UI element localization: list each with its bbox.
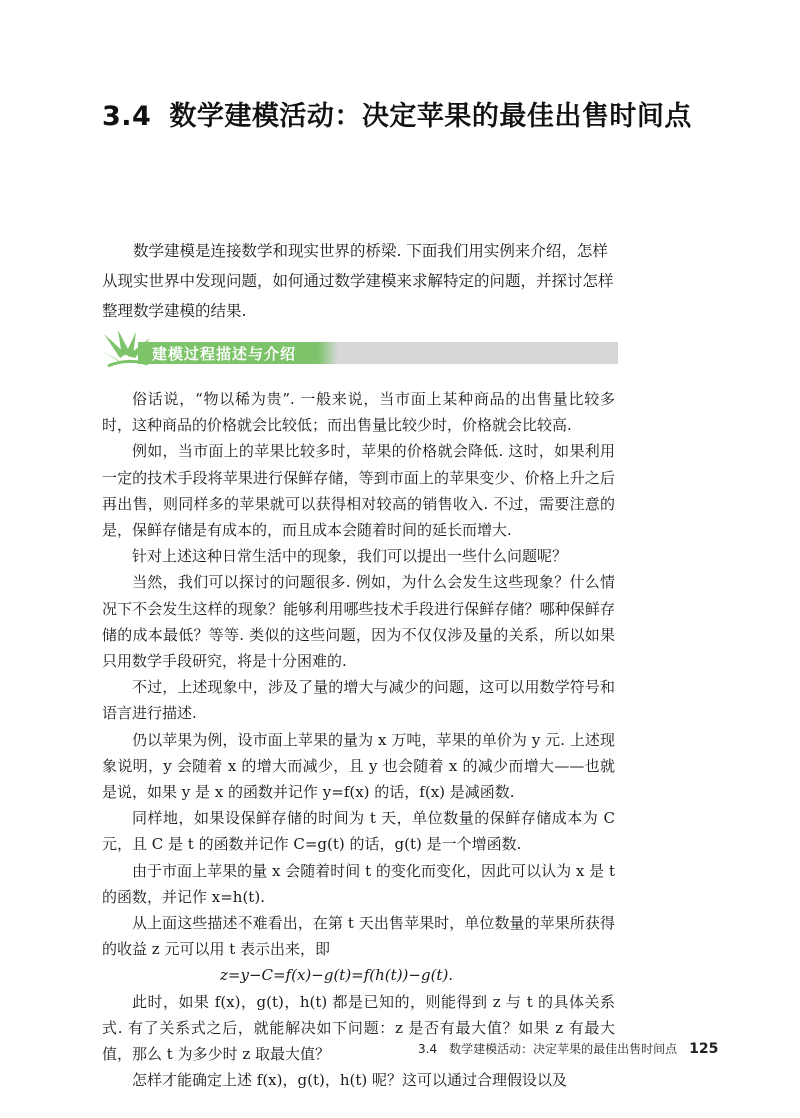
- running-title: 3.4 数学建模活动：决定苹果的最佳出售时间点: [418, 1042, 678, 1056]
- body-paragraph: 例如，当市面上的苹果比较多时，苹果的价格就会降低. 这时，如果利用一定的技术手段将苹果进行保鲜存储，等到市面上的苹果变少、价格上升之后再出售，则同样多的苹果就可以获得相对较高的销售收入. 不过，需要注意的是，保鲜存储是有成本的，而且成本会随着时间的延长而增大.: [102, 442, 615, 540]
- body-paragraph: 从上面这些描述不难看出，在第 t 天出售苹果时，单位数量的苹果所获得的收益 z 元可以用 t 表示出来，即: [102, 914, 615, 959]
- chapter-title-text: 数学建模活动：决定苹果的最佳出售时间点: [169, 101, 692, 132]
- body-paragraph: 仍以苹果为例，设市面上苹果的量为 x 万吨，苹果的单价为 y 元. 上述现象说明，y 会随着 x 的增大而减少，且 y 也会随着 x 的减少而增大——也就是说，如果 y 是 x 的函数并记作 y=f(x) 的话，f(x) 是减函数.: [102, 730, 615, 802]
- body-paragraph: 不过，上述现象中，涉及了量的增大与减少的问题，这可以用数学符号和语言进行描述.: [102, 678, 615, 723]
- body-text: [102, 386, 615, 1093]
- body-paragraph: 同样地，如果设保鲜存储的时间为 t 天，单位数量的保鲜存储成本为 C 元，且 C 是 t 的函数并记作 C=g(t) 的话，g(t) 是一个增函数.: [102, 809, 615, 854]
- page-number: 125: [689, 1041, 719, 1057]
- chapter-number: 3.4: [102, 101, 152, 132]
- body-paragraph: 由于市面上苹果的量 x 会随着时间 t 的变化而变化，因此可以认为 x 是 t 的函数，并记作 x=h(t).: [102, 861, 615, 906]
- profit-formula: z=y−C=f(x)−g(t)=f(h(t))−g(t).: [220, 966, 454, 985]
- chapter-title: [102, 94, 742, 133]
- body-paragraph: 针对上述这种日常生活中的现象，我们可以提出一些什么问题呢？: [132, 547, 568, 566]
- body-paragraph: 当然，我们可以探讨的问题很多. 例如，为什么会发生这些现象？什么情况下不会发生这样的现象？能够利用哪些技术手段进行保鲜存储？哪种保鲜存储的成本最低？等等. 类似的这些问题，因为不仅仅涉及量的关系，所以如果只用数学手段研究，将是十分困难的.: [102, 573, 615, 671]
- body-paragraph: 怎样才能确定上述 f(x)，g(t)，h(t) 呢？这可以通过合理假设以及: [132, 1071, 567, 1090]
- section-heading: [98, 328, 618, 372]
- intro-paragraph: 数学建模是连接数学和现实世界的桥梁. 下面我们用实例来介绍，怎样从现实世界中发现问题，如何通过数学建模来求解特定的问题，并探讨怎样整理数学建模的结果.: [102, 242, 614, 320]
- intro-block: [102, 236, 615, 326]
- page-footer: [418, 1040, 719, 1057]
- section-heading-label: 建模过程描述与介绍: [152, 345, 297, 363]
- body-paragraph: 此时，如果 f(x)，g(t)，h(t) 都是已知的，则能得到 z 与 t 的具体关系式. 有了关系式之后，就能解决如下问题：z 是否有最大值？如果 z 有最大值，那么 t 为多少时 z 取最大值？: [102, 992, 615, 1064]
- body-paragraph: 俗话说，“物以稀为贵”. 一般来说，当市面上某种商品的出售量比较多时，这种商品的价格就会比较低；而出售量比较少时，价格就会比较高.: [102, 390, 615, 435]
